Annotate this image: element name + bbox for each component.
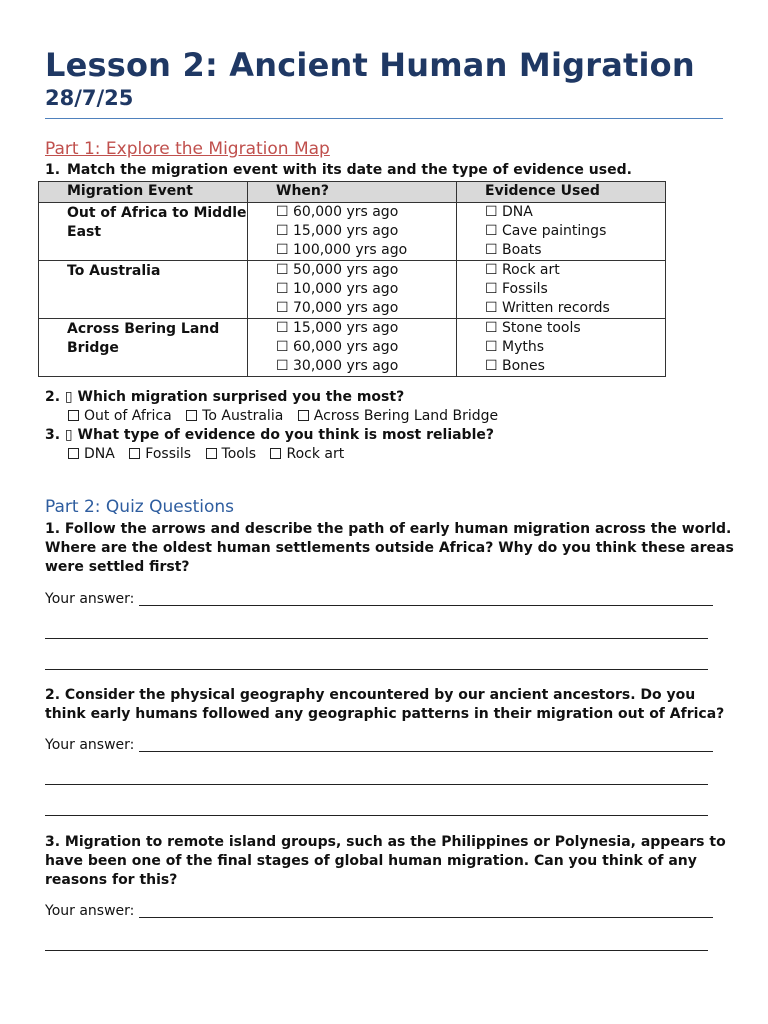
- evidence-checkbox[interactable]: ☐ Cave paintings: [485, 223, 607, 239]
- question-2-choices: [68, 408, 508, 424]
- table-header-row: [39, 182, 666, 203]
- choice-fossils[interactable]: [129, 446, 191, 462]
- answer-line[interactable]: [45, 784, 708, 785]
- checkbox-icon: [270, 448, 281, 459]
- part1-question-3: 3. ▯ What type of evidence do you think is most reliable?: [45, 427, 494, 443]
- checkbox-icon: [68, 448, 79, 459]
- when-checkbox[interactable]: ☐ 50,000 yrs ago: [276, 262, 399, 278]
- table-row: [39, 319, 666, 377]
- answer-line[interactable]: [139, 917, 713, 918]
- answer-line[interactable]: [45, 638, 708, 639]
- when-checkbox[interactable]: ☐ 15,000 yrs ago: [276, 223, 399, 239]
- choice-dna[interactable]: [68, 446, 115, 462]
- question-1-text: Match the migration event with its date and the type of evidence used.: [67, 162, 632, 178]
- question-3-choices: [68, 446, 354, 462]
- lesson-title: Lesson 2: Ancient Human Migration: [45, 46, 695, 84]
- answer-line[interactable]: [45, 669, 708, 670]
- when-checkbox[interactable]: ☐ 60,000 yrs ago: [276, 204, 399, 220]
- choice-out-of-africa[interactable]: [68, 408, 172, 424]
- lesson-date: 28/7/25: [45, 86, 134, 110]
- evidence-checkbox[interactable]: ☐ Written records: [485, 300, 610, 316]
- evidence-checkbox[interactable]: ☐ Boats: [485, 242, 542, 258]
- title-divider: [45, 118, 723, 119]
- checkbox-icon: [129, 448, 140, 459]
- event-bering-land-bridge: Across Bering Land Bridge: [39, 319, 248, 377]
- when-checkbox[interactable]: ☐ 100,000 yrs ago: [276, 242, 408, 258]
- when-checkbox[interactable]: ☐ 30,000 yrs ago: [276, 358, 399, 374]
- answer-line[interactable]: [139, 751, 713, 752]
- choice-rock-art[interactable]: [270, 446, 344, 462]
- when-checkbox[interactable]: ☐ 60,000 yrs ago: [276, 339, 399, 355]
- migration-match-table: [38, 181, 666, 377]
- checkbox-icon: [68, 410, 79, 421]
- part1-question-2: 2. ▯ Which migration surprised you the most?: [45, 389, 405, 405]
- quiz-question-3: 3. Migration to remote island groups, such as the Philippines or Polynesia, appears to have been one of the final stages of global human migration. Can you think of any reasons for this?: [45, 834, 726, 888]
- answer-label: Your answer:: [45, 737, 135, 753]
- table-row: [39, 203, 666, 261]
- evidence-options: [457, 261, 666, 319]
- choice-bering-land-bridge[interactable]: [298, 408, 498, 424]
- evidence-checkbox[interactable]: ☐ Myths: [485, 339, 545, 355]
- evidence-options: [457, 203, 666, 261]
- choice-tools[interactable]: [206, 446, 257, 462]
- when-checkbox[interactable]: ☐ 10,000 yrs ago: [276, 281, 399, 297]
- table-row: [39, 261, 666, 319]
- evidence-checkbox[interactable]: ☐ Bones: [485, 358, 545, 374]
- answer-label: Your answer:: [45, 903, 135, 919]
- header-evidence-used: Evidence Used: [457, 182, 666, 203]
- header-when: When?: [248, 182, 457, 203]
- checkbox-icon: [186, 410, 197, 421]
- quiz-question-1: 1. Follow the arrows and describe the path of early human migration across the world. Where are the oldest human settlements outside Africa? Why do you think these areas were settled first?: [45, 521, 734, 575]
- answer-line[interactable]: [45, 950, 708, 951]
- when-options: [248, 319, 457, 377]
- evidence-checkbox[interactable]: ☐ Rock art: [485, 262, 560, 278]
- choice-label: Fossils: [145, 446, 192, 462]
- checkbox-icon: [206, 448, 217, 459]
- choice-label: Rock art: [286, 446, 345, 462]
- evidence-checkbox[interactable]: ☐ DNA: [485, 204, 533, 220]
- evidence-options: [457, 319, 666, 377]
- answer-line[interactable]: [45, 815, 708, 816]
- choice-label: To Australia: [202, 408, 284, 424]
- when-checkbox[interactable]: ☐ 70,000 yrs ago: [276, 300, 399, 316]
- choice-label: Across Bering Land Bridge: [313, 408, 499, 424]
- part2-heading: Part 2: Quiz Questions: [45, 497, 235, 517]
- part1-heading: Part 1: Explore the Migration Map: [45, 139, 330, 159]
- question-1-number: 1.: [45, 162, 61, 178]
- when-options: [248, 203, 457, 261]
- evidence-checkbox[interactable]: ☐ Fossils: [485, 281, 548, 297]
- when-options: [248, 261, 457, 319]
- evidence-checkbox[interactable]: ☐ Stone tools: [485, 320, 581, 336]
- event-to-australia: To Australia: [39, 261, 248, 319]
- when-checkbox[interactable]: ☐ 15,000 yrs ago: [276, 320, 399, 336]
- choice-label: Tools: [221, 446, 257, 462]
- header-migration-event: Migration Event: [39, 182, 248, 203]
- choice-to-australia[interactable]: [186, 408, 283, 424]
- checkbox-icon: [298, 410, 309, 421]
- quiz-question-2: 2. Consider the physical geography encountered by our ancient ancestors. Do you think early humans followed any geographic patterns in their migration out of Africa?: [45, 687, 725, 722]
- part1-question-1: [45, 162, 632, 178]
- answer-line[interactable]: [139, 605, 713, 606]
- event-out-of-africa: Out of Africa to Middle East: [39, 203, 248, 261]
- answer-label: Your answer:: [45, 591, 135, 607]
- choice-label: Out of Africa: [84, 408, 172, 424]
- choice-label: DNA: [84, 446, 115, 462]
